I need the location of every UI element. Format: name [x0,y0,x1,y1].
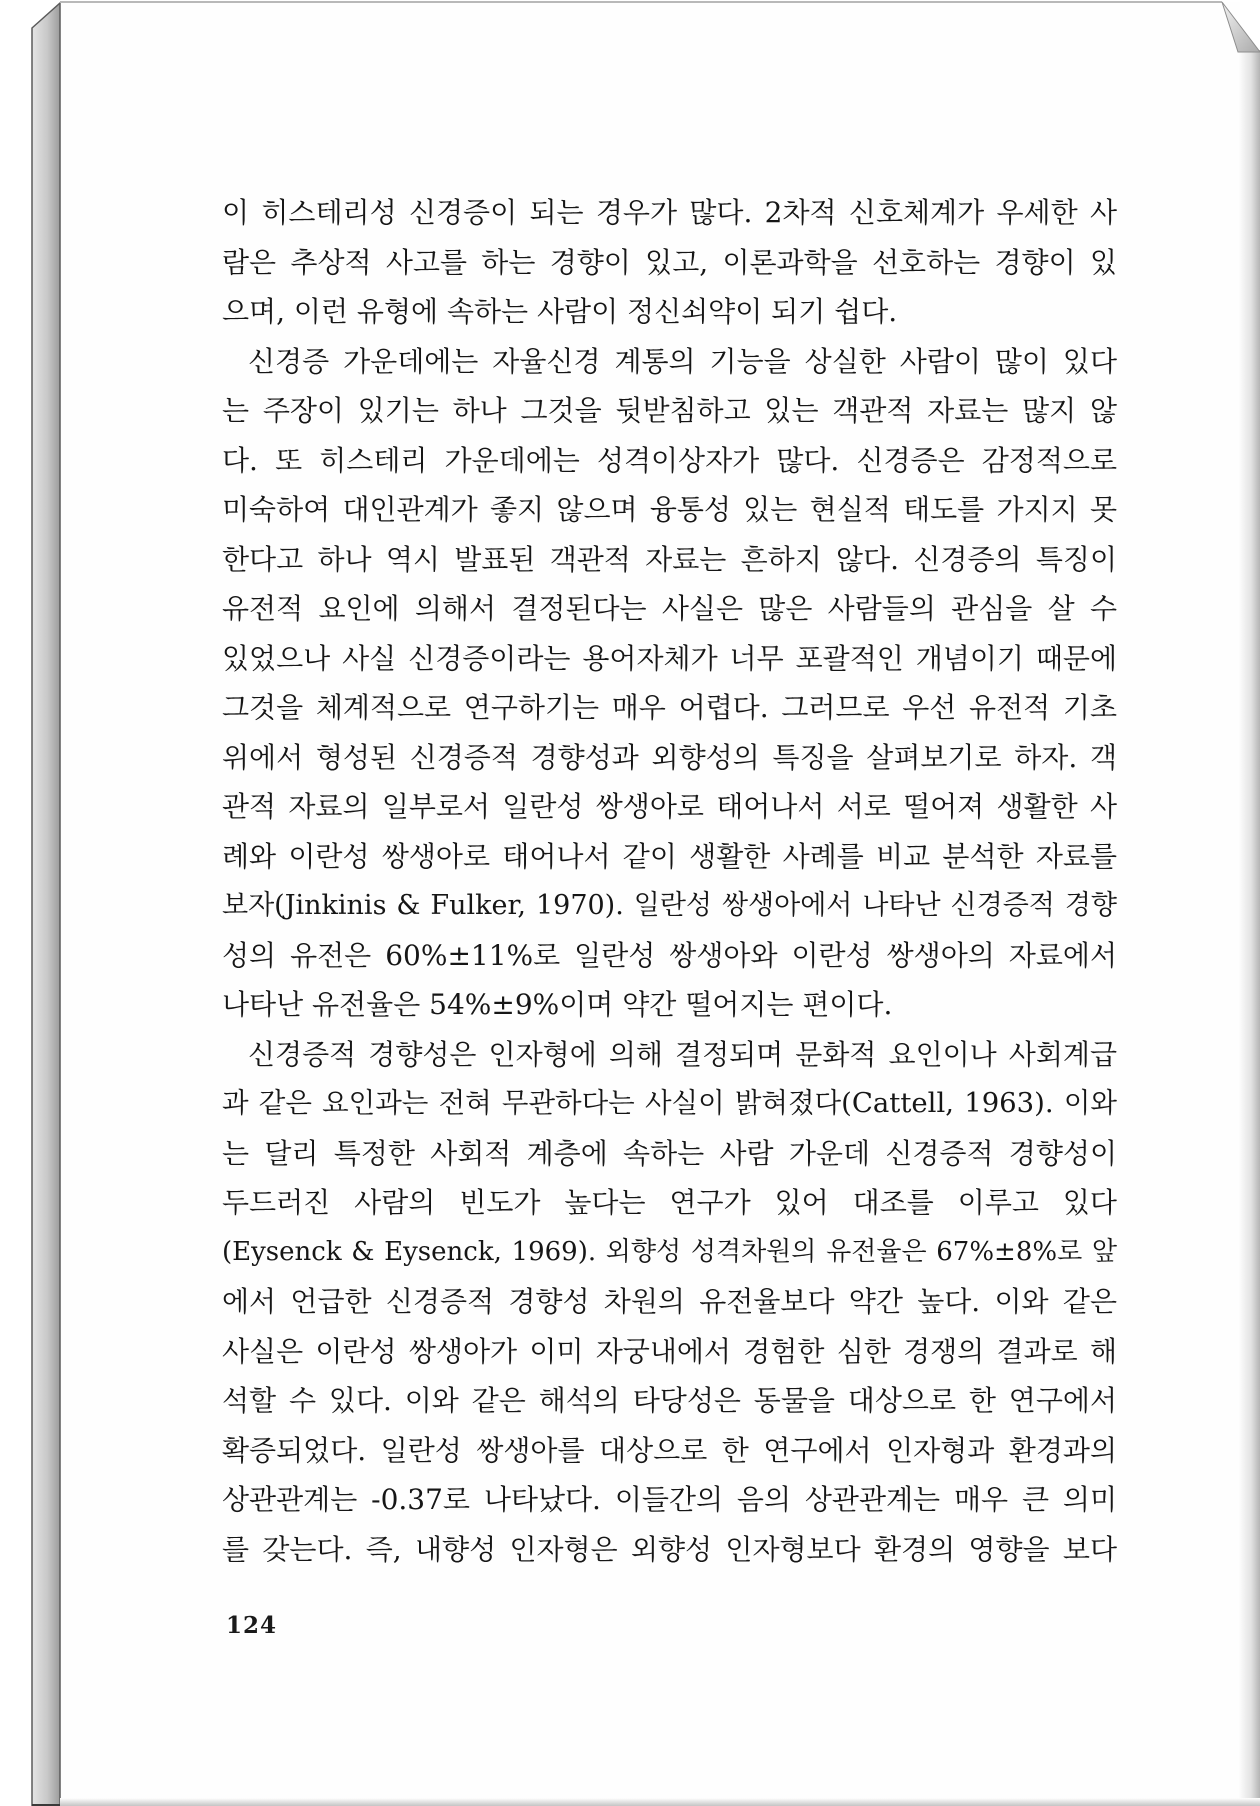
page-bottom-edge [60,1798,1260,1806]
text-line: 에서 언급한 신경증적 경향성 차원의 유전율보다 약간 높다. 이와 같은 [222,1285,1117,1318]
text-line: 상관관계는 -0.37로 나타났다. 이들간의 음의 상관관계는 매우 큰 의미 [222,1483,1117,1516]
text-line: 다. 또 히스테리 가운데에는 성격이상자가 많다. 신경증은 감정적으로 [222,443,1117,477]
text-line: 유전적 요인에 의해서 결정된다는 사실은 많은 사람들의 관심을 살 수 [222,592,1117,625]
text-line: 람은 추상적 사고를 하는 경향이 있고, 이론과학을 선호하는 경향이 있 [222,245,1117,279]
right-page-edge-shadow [1238,50,1260,1806]
text-line: 는 주장이 있기는 하나 그것을 뒷받침하고 있는 객관적 자료는 많지 않 [222,394,1117,427]
text-line: 한다고 하나 역시 발표된 객관적 자료는 흔하지 않다. 신경증의 특징이 [222,542,1117,576]
page-number: 124 [226,1612,278,1639]
text-line: 과 같은 요인과는 전혀 무관하다는 사실이 밝혀졌다(Cattell, 1963). 이와 [222,1087,1117,1119]
text-line: 석할 수 있다. 이와 같은 해석의 타당성은 동물을 대상으로 한 연구에서 [222,1384,1117,1417]
text-line: (Eysenck & Eysenck, 1969). 외향성 성격차원의 유전율은 67%±8%로 앞 [222,1236,1117,1267]
text-line: 는 달리 특정한 사회적 계층에 속하는 사람 가운데 신경증적 경향성이 [222,1136,1117,1170]
body-text [222,188,1117,1574]
paragraph [222,1030,1117,1575]
paragraph-continued [222,188,1117,337]
text-line: 보자(Jinkinis & Fulker, 1970). 일란성 쌍생아에서 나타난 신경증적 경향 [222,890,1117,921]
text-line: 위에서 형성된 신경증적 경향성과 외향성의 특징을 살펴보기로 하자. 객 [222,740,1117,774]
text-line: 를 갖는다. 즉, 내향성 인자형은 외향성 인자형보다 환경의 영향을 보다 [222,1532,1117,1566]
text-line: 확증되었다. 일란성 쌍생아를 대상으로 한 연구에서 인자형과 환경과의 [222,1433,1117,1467]
text-line: 성의 유전은 60%±11%로 일란성 쌍생아와 이란성 쌍생아의 자료에서 [222,938,1117,972]
text-line: 신경증 가운데에는 자율신경 계통의 기능을 상실한 사람이 많이 있다 [248,344,1117,378]
paragraph [222,337,1117,1030]
book-spine-edge [32,3,60,1806]
page-curl-corner [1222,2,1260,52]
text-line: 나타난 유전율은 54%±9%이며 약간 떨어지는 편이다. [222,988,893,1021]
text-line: 신경증적 경향성은 인자형에 의해 결정되며 문화적 요인이나 사회계급 [248,1037,1117,1071]
text-line: 두드러진 사람의 빈도가 높다는 연구가 있어 대조를 이루고 있다 [222,1186,1117,1219]
text-line: 그것을 체계적으로 연구하기는 매우 어렵다. 그러므로 우선 유전적 기초 [222,691,1117,724]
text-line: 사실은 이란성 쌍생아가 이미 자궁내에서 경험한 심한 경쟁의 결과로 해 [222,1334,1117,1368]
text-line: 례와 이란성 쌍생아로 태어나서 같이 생활한 사례를 비교 분석한 자료를 [222,839,1117,873]
text-line: 있었으나 사실 신경증이라는 용어자체가 너무 포괄적인 개념이기 때문에 [222,641,1117,675]
text-line: 이 히스테리성 신경증이 되는 경우가 많다. 2차적 신호체계가 우세한 사 [222,196,1117,229]
text-line: 으며, 이런 유형에 속하는 사람이 정신쇠약이 되기 쉽다. [222,295,898,328]
text-line: 미숙하여 대인관계가 좋지 않으며 융통성 있는 현실적 태도를 가지지 못 [222,493,1117,526]
text-line: 관적 자료의 일부로서 일란성 쌍생아로 태어나서 서로 떨어져 생활한 사 [222,790,1117,823]
